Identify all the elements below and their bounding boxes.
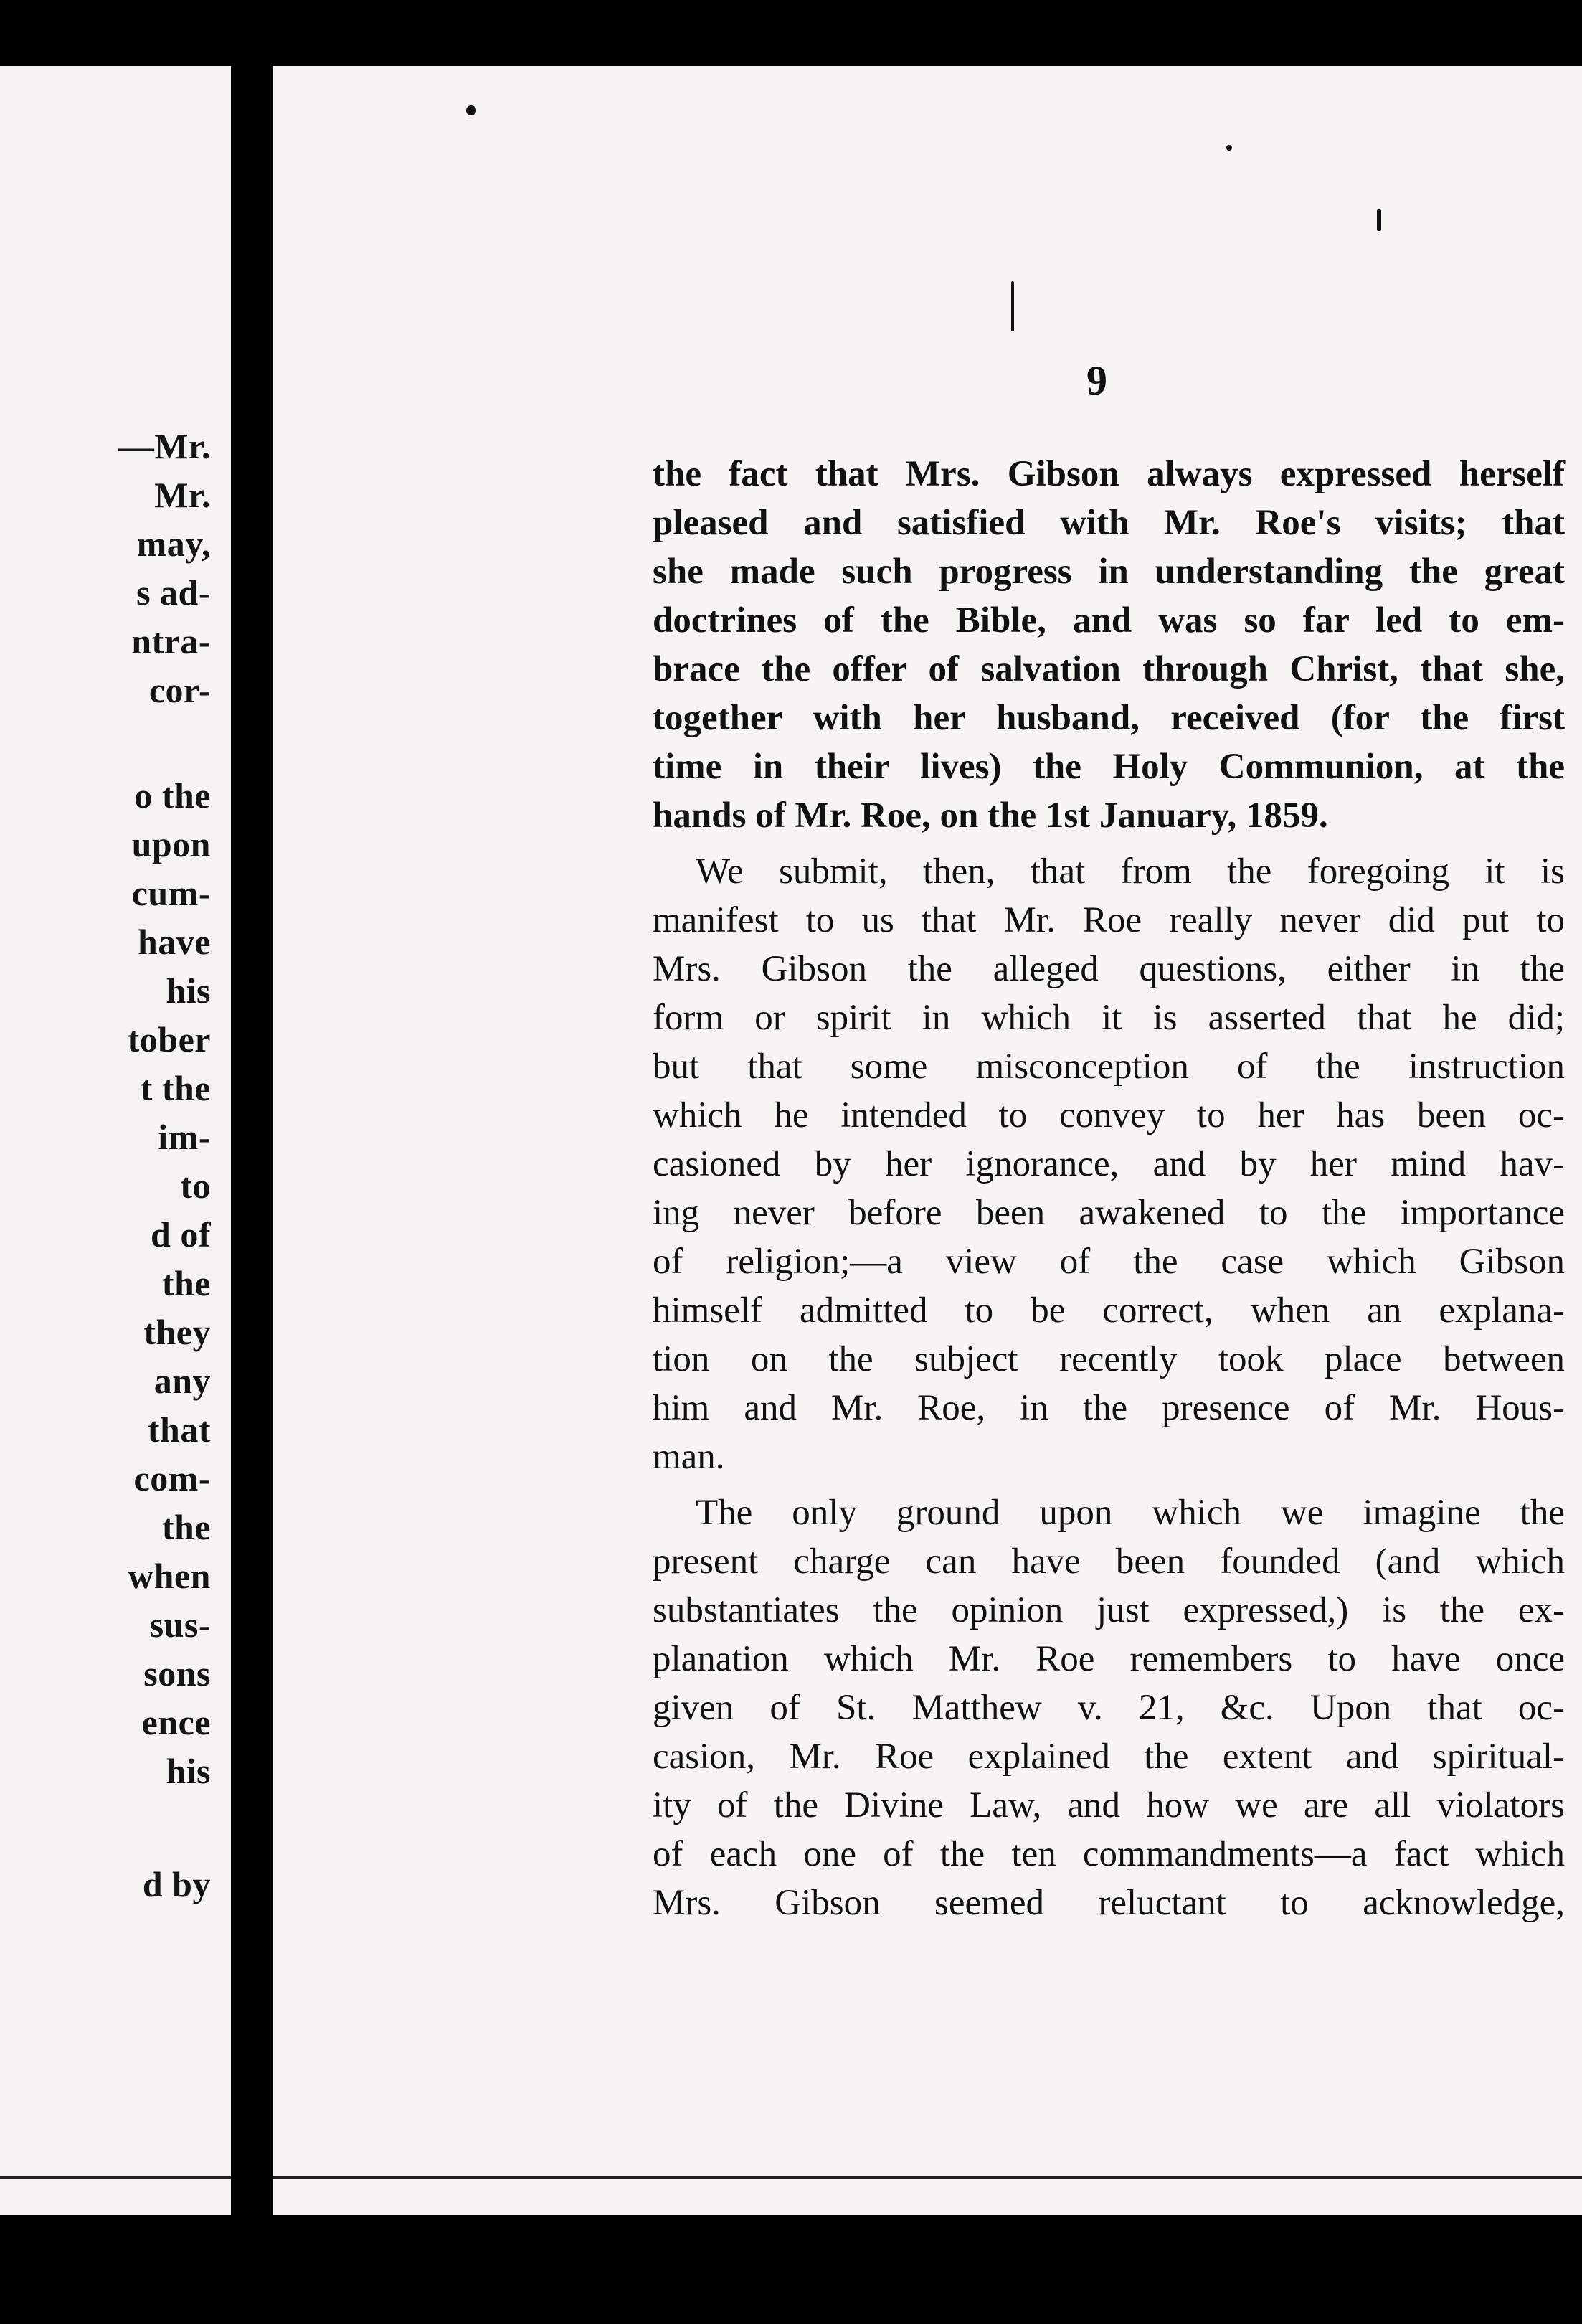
left-page-line: im- bbox=[158, 1117, 211, 1157]
left-page-line: any bbox=[153, 1361, 211, 1401]
text-line: the fact that Mrs. Gibson always expressed herself bbox=[653, 454, 1565, 494]
left-page-line: tober bbox=[127, 1019, 211, 1059]
text-line: man. bbox=[653, 1437, 725, 1477]
left-page-line: ntra- bbox=[131, 621, 211, 661]
left-page-line: the bbox=[161, 1263, 211, 1303]
paragraph-2 bbox=[653, 847, 1565, 1481]
text-line: planation which Mr. Roe remembers to have once bbox=[653, 1639, 1565, 1679]
text-line: present charge can have been founded (and which bbox=[653, 1541, 1565, 1582]
left-page-line: d of bbox=[151, 1214, 211, 1255]
text-line: of religion;—a view of the case which Gibson bbox=[653, 1242, 1565, 1282]
text-line: manifest to us that Mr. Roe really never did put to bbox=[653, 900, 1565, 940]
left-page-fragment bbox=[0, 66, 231, 2215]
bottom-rule bbox=[0, 2176, 231, 2179]
left-page-line: sons bbox=[143, 1653, 211, 1694]
text-line: casioned by her ignorance, and by her mind hav- bbox=[653, 1144, 1565, 1184]
left-page-line: sus- bbox=[149, 1605, 211, 1645]
left-page-line: have bbox=[138, 922, 211, 962]
scan-speck bbox=[1226, 145, 1232, 151]
left-page-line: that bbox=[147, 1409, 211, 1450]
page-9 bbox=[273, 66, 1582, 2215]
text-line: him and Mr. Roe, in the presence of Mr. Hous- bbox=[653, 1388, 1565, 1428]
scan-speck bbox=[466, 105, 476, 115]
text-line: pleased and satisfied with Mr. Roe's visits; that bbox=[653, 503, 1565, 543]
text-line: but that some misconception of the instruction bbox=[653, 1047, 1565, 1087]
left-page-line: when bbox=[128, 1556, 211, 1596]
text-line: time in their lives) the Holy Communion, at the bbox=[653, 747, 1565, 787]
text-line: casion, Mr. Roe explained the extent and spiritual- bbox=[653, 1737, 1565, 1777]
left-page-line: may, bbox=[136, 524, 211, 564]
left-page-line: cor- bbox=[148, 670, 211, 710]
text-line: substantiates the opinion just expressed,) is the ex- bbox=[653, 1590, 1565, 1630]
scan-speck bbox=[1377, 209, 1381, 231]
left-page-line: cum- bbox=[131, 873, 211, 913]
text-line: The only ground upon which we imagine the bbox=[696, 1493, 1565, 1533]
left-page-line: o the bbox=[134, 775, 211, 816]
text-line: Mrs. Gibson seemed reluctant to acknowledge, bbox=[653, 1883, 1565, 1923]
left-page-line: to bbox=[180, 1166, 211, 1206]
paragraph-3 bbox=[653, 1488, 1565, 1927]
left-page-line: s ad- bbox=[136, 572, 211, 613]
text-line: We submit, then, that from the foregoing it is bbox=[696, 851, 1565, 892]
book-spine-gutter bbox=[231, 50, 273, 2216]
left-page-line: com- bbox=[133, 1458, 211, 1498]
text-line: Mrs. Gibson the alleged questions, either in the bbox=[653, 949, 1565, 989]
text-line: of each one of the ten commandments—a fact which bbox=[653, 1834, 1565, 1874]
left-page-line: Mr. bbox=[154, 475, 211, 515]
text-line: given of St. Matthew v. 21, &c. Upon that oc- bbox=[653, 1688, 1565, 1728]
text-line: hands of Mr. Roe, on the 1st January, 1859. bbox=[653, 795, 1328, 836]
text-line: she made such progress in understanding the great bbox=[653, 552, 1565, 592]
text-line: together with her husband, received (for the first bbox=[653, 698, 1565, 738]
body-text bbox=[653, 450, 1565, 1927]
text-line: brace the offer of salvation through Christ, that she, bbox=[653, 649, 1565, 689]
left-page-line: his bbox=[166, 1751, 211, 1791]
left-page-line: ence bbox=[141, 1702, 211, 1742]
text-line: tion on the subject recently took place between bbox=[653, 1339, 1565, 1379]
text-line: which he intended to convey to her has been oc- bbox=[653, 1095, 1565, 1135]
left-page-line: his bbox=[166, 970, 211, 1011]
text-line: ing never before been awakened to the importance bbox=[653, 1193, 1565, 1233]
scan-speck bbox=[1011, 281, 1014, 331]
text-line: form or spirit in which it is asserted that he did; bbox=[653, 998, 1565, 1038]
scan-border-bottom bbox=[0, 2216, 1582, 2324]
text-line: ity of the Divine Law, and how we are all violators bbox=[653, 1785, 1565, 1825]
left-page-line: they bbox=[143, 1312, 211, 1352]
paragraph-1 bbox=[653, 450, 1565, 840]
left-page-line: the bbox=[161, 1507, 211, 1547]
left-page-line: t the bbox=[140, 1068, 211, 1108]
text-line: doctrines of the Bible, and was so far led to em- bbox=[653, 600, 1565, 641]
page-number: 9 bbox=[1086, 357, 1107, 404]
left-page-line: —Mr. bbox=[118, 426, 211, 466]
text-line: himself admitted to be correct, when an explana- bbox=[653, 1290, 1565, 1331]
bottom-rule bbox=[273, 2176, 1582, 2179]
left-page-line: upon bbox=[131, 824, 211, 864]
left-page-line: d by bbox=[142, 1864, 211, 1904]
